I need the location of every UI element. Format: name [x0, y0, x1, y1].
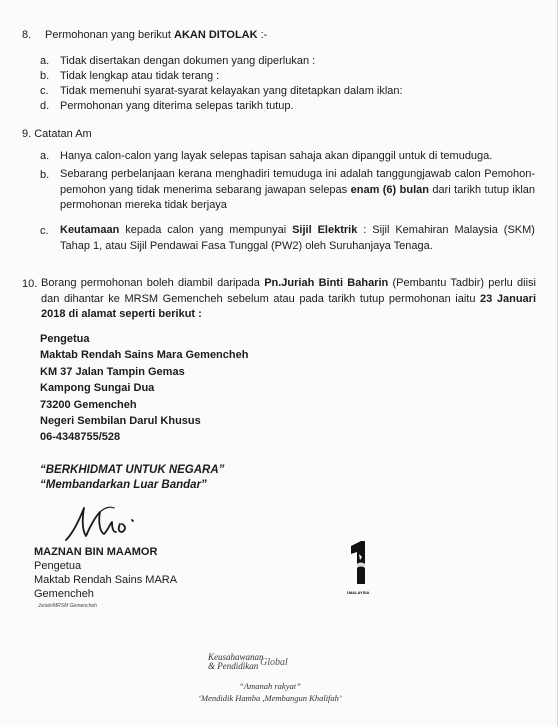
section-8-number: 8.	[22, 29, 32, 41]
signatory-org: Maktab Rendah Sains MARA	[34, 574, 178, 586]
address-line-1: Pengetua	[40, 333, 90, 345]
s10-bold-1: Pn.Juriah Binti Baharin	[264, 277, 389, 289]
s9-item-b-post: dari tarikh tutup iklan permohonan mereka tidak berjaya	[60, 183, 536, 211]
footer-motto-2: ‘Mendidik Hamba ,Membangun Khalifah’	[198, 693, 342, 703]
s10-mid: (Pembantu Tadbir) perlu diisi dan dihantar ke MRSM Gemencheh sebelum atau pada tarikh tutup permohonan iaitu	[41, 277, 536, 305]
section-9-heading: 9. Catatan Am	[22, 128, 92, 140]
s9-item-b-bold: enam (6) bulan	[350, 183, 429, 196]
s8-item-a-text: Tidak disertakan dengan dokumen yang diperlukan :	[60, 55, 316, 67]
address-block	[40, 331, 248, 446]
address-line-5: 73200 Gemencheh	[40, 398, 137, 411]
s8-item-a-letter: a.	[40, 55, 50, 67]
reference-note: Juriah/MRSM Gemencheh	[38, 603, 97, 609]
s10-pre: Borang permohonan boleh diambil daripada	[41, 277, 265, 289]
section-8-heading-post: :-	[257, 29, 268, 41]
s9-item-b-pre: Sebarang perbelanjaan kerana menghadiri temuduga ini adalah tanggungjawab calon Pemohon-pemohon yang tidak menerima sebarang jawapan selepas	[60, 168, 535, 196]
s8-item-c-letter: c.	[40, 85, 49, 97]
s9-item-b-letter: b.	[40, 169, 50, 181]
address-line-3: KM 37 Jalan Tampin Gemas	[40, 365, 185, 378]
s9-item-c-post: : Sijil Kemahiran Malaysia (SKM) Tahap 1, atau Sijil Pendawai Fasa Tunggal (PW2) oleh Suruhanjaya Tenaga.	[60, 224, 535, 252]
address-line-6: Negeri Sembilan Darul Khusus	[40, 415, 201, 428]
s8-item-b-text: Tidak lengkap atau tidak terang :	[60, 70, 220, 82]
section-8-heading-bold: AKAN DITOLAK	[174, 29, 258, 41]
footer-logo-line-2: & Pendidikan	[208, 661, 259, 671]
s9-item-c-paragraph	[60, 223, 535, 254]
section-8-heading-pre: Permohonan yang berikut	[45, 29, 175, 41]
section-10-paragraph	[41, 276, 536, 323]
s10-bold-2: 23 Januari 2018 di alamat seperti berikut :	[41, 292, 536, 320]
s9-item-a-letter: a.	[40, 150, 50, 162]
s9-item-b-paragraph	[60, 167, 535, 214]
footer-motto-1: “Amanah rakyat”	[239, 681, 301, 691]
footer-logo	[208, 652, 368, 676]
s8-item-d-text: Permohonan yang diterima selepas tarikh tutup.	[60, 100, 294, 112]
motto-block	[40, 463, 224, 493]
address-line-4: Kampong Sungai Dua	[40, 382, 155, 395]
signatory-title: Pengetua	[34, 560, 82, 572]
1malaysia-logo	[343, 540, 373, 598]
motto-line-1: “BERKHIDMAT UNTUK NEGARA”	[40, 464, 225, 476]
s9-item-c-letter: c.	[40, 225, 49, 237]
signatory-name: MAZNAN BIN MAAMOR	[34, 546, 158, 558]
section-10-number: 10.	[22, 278, 38, 290]
footer-logo-line-1: Keusahawanan	[208, 652, 264, 662]
motto-line-2: “Membandarkan Luar Bandar”	[40, 479, 207, 491]
s8-item-d-letter: d.	[40, 100, 50, 112]
s8-item-b-letter: b.	[40, 70, 50, 82]
1malaysia-logo-text: 1MALAYSIA	[346, 590, 370, 595]
signatory-place: Gemencheh	[34, 588, 94, 600]
s9-item-c-mid: kepada calon yang mempunyai	[119, 224, 293, 236]
s9-item-a-text: Hanya calon-calon yang layak selepas tapisan sahaja akan dipanggil untuk di temuduga.	[60, 150, 493, 162]
address-line-7: 06-4348755/528	[40, 431, 121, 444]
s8-item-c-text: Tidak memenuhi syarat-syarat kelayakan yang ditetapkan dalam iklan:	[60, 85, 403, 97]
signatory-block	[34, 545, 177, 601]
handwritten-signature	[60, 502, 160, 546]
s9-item-c-bold-1: Keutamaan	[60, 224, 120, 236]
footer-logo-global: Global	[260, 657, 288, 668]
s9-item-c-bold-2: Sijil Elektrik	[292, 224, 358, 236]
address-line-2: Maktab Rendah Sains Mara Gemencheh	[40, 349, 249, 362]
section-8-heading	[45, 29, 267, 42]
